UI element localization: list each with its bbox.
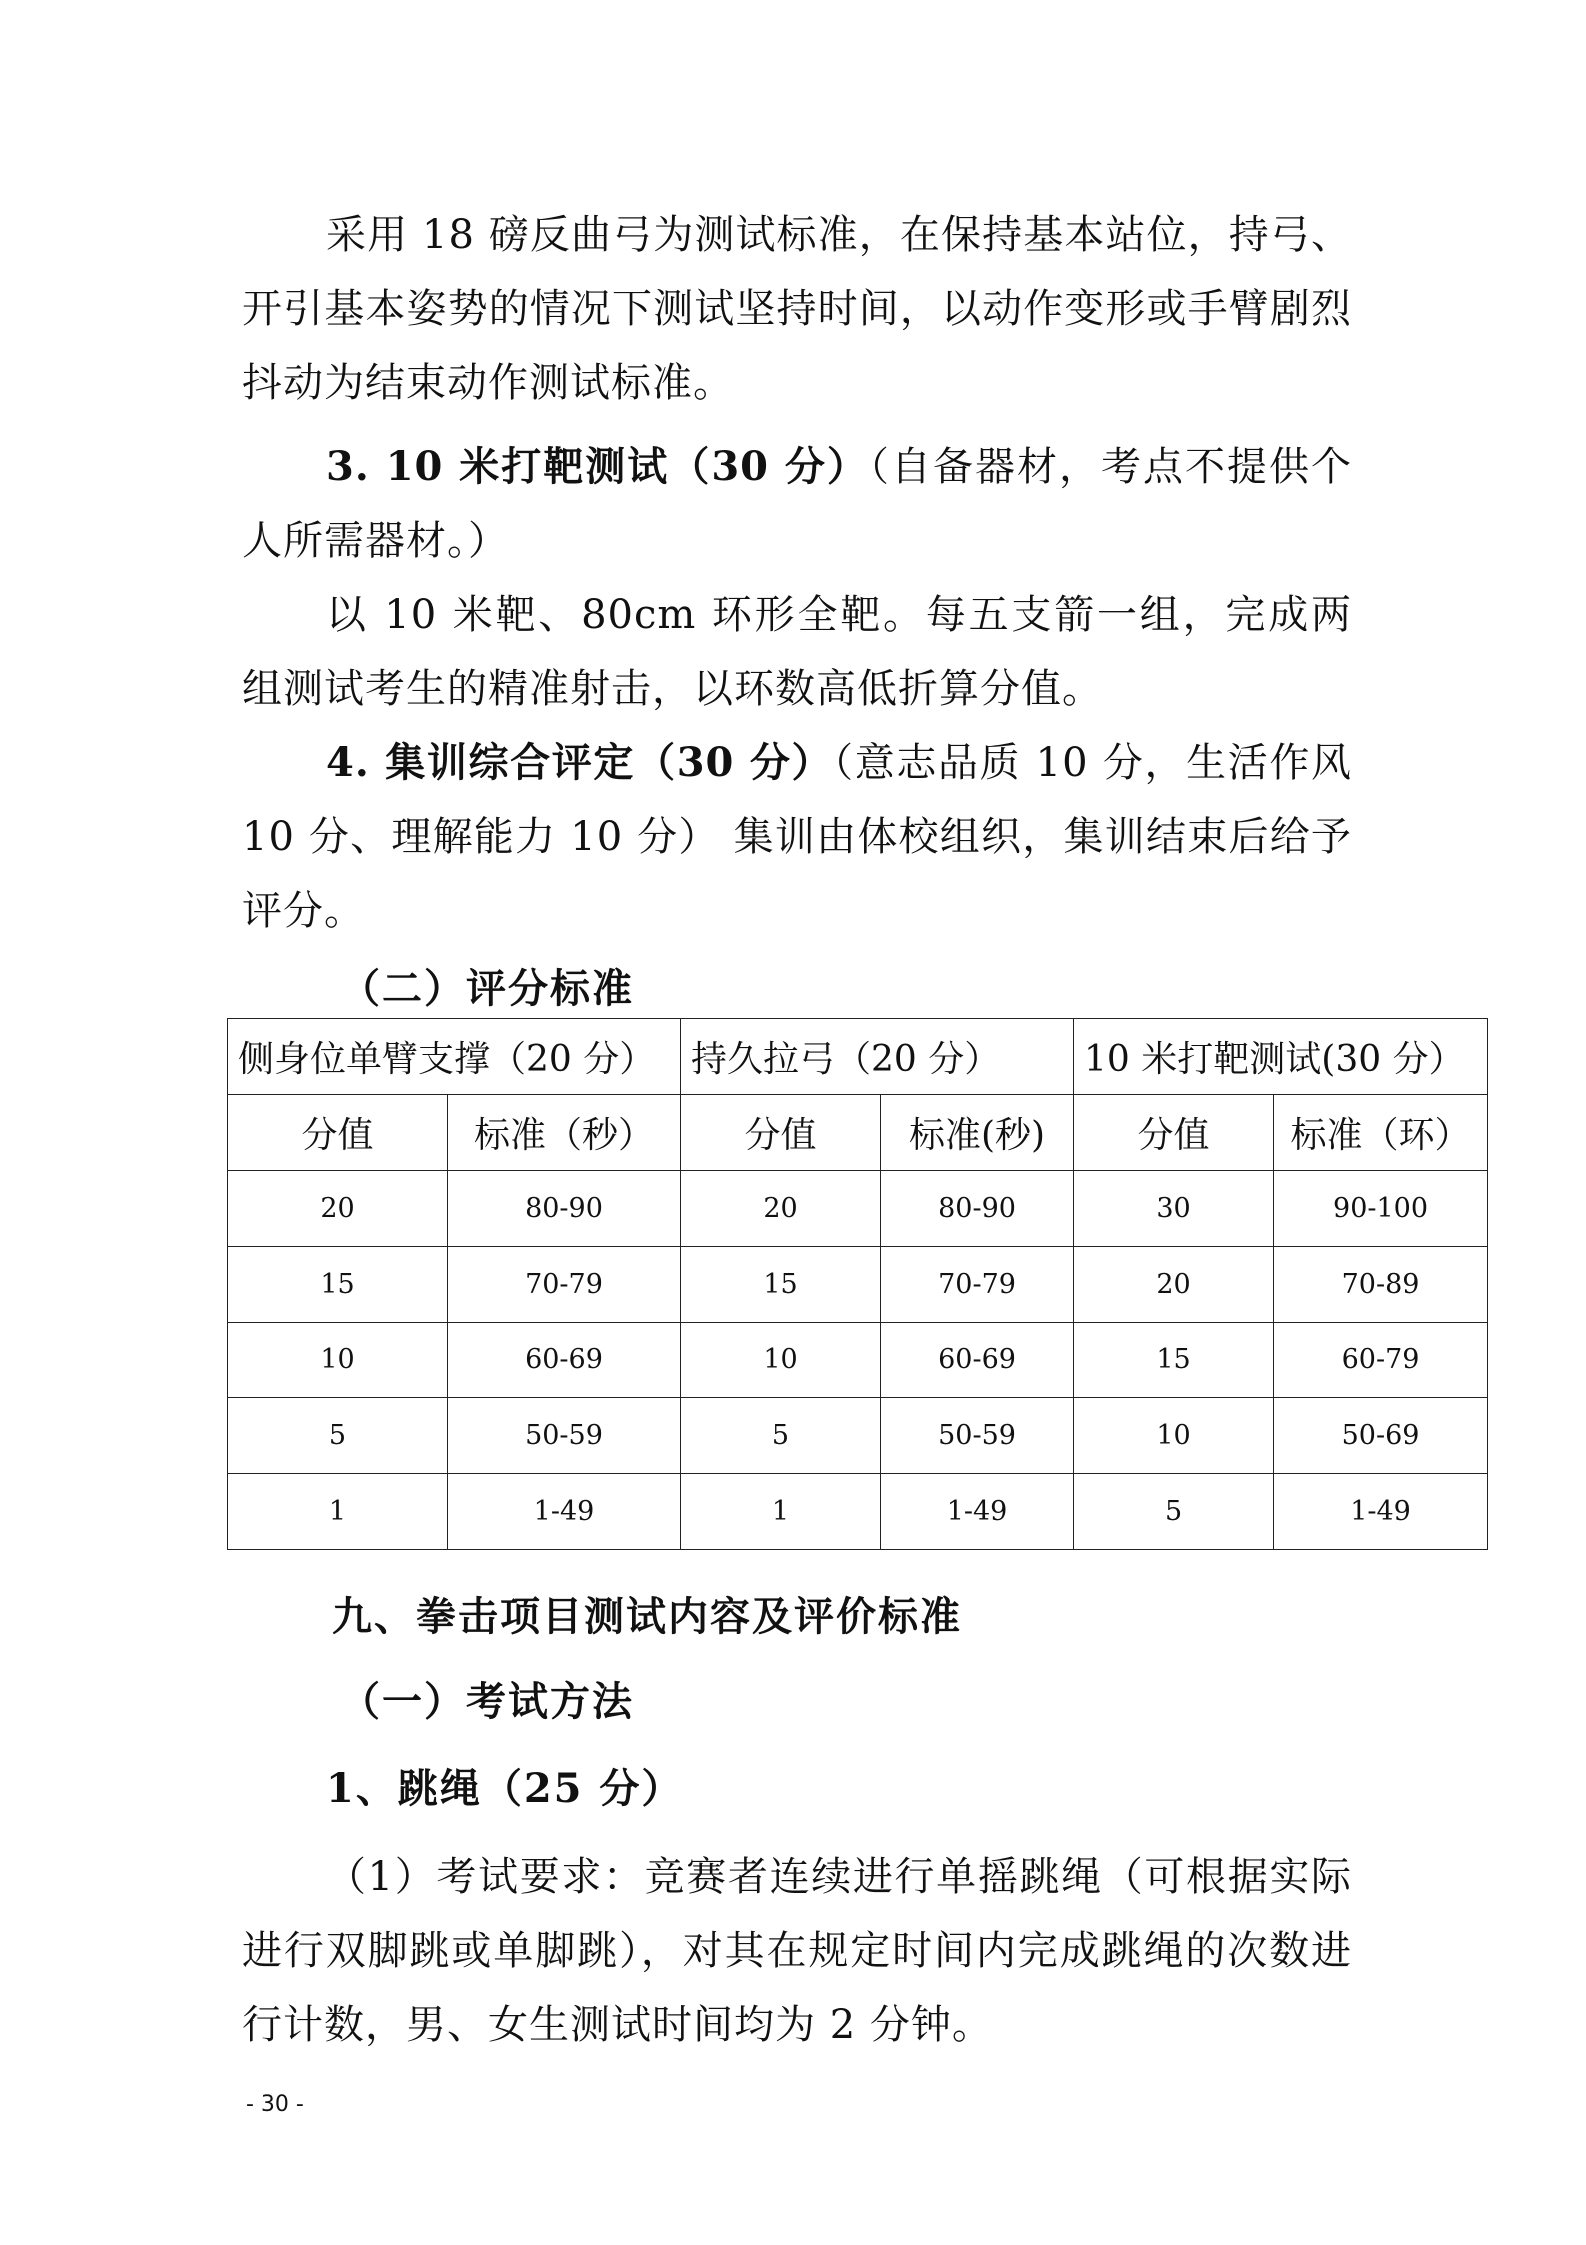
table-cell: 20 xyxy=(228,1171,448,1247)
item-target-test-title: 3. 10 米打靶测试（30 分） xyxy=(326,443,869,490)
table-cell: 50-69 xyxy=(1274,1398,1488,1474)
table-cell: 15 xyxy=(228,1246,448,1322)
table-row xyxy=(228,1322,1488,1398)
section-method-heading: （一）考试方法 xyxy=(340,1678,634,1725)
table-cell: 80-90 xyxy=(881,1171,1074,1247)
page-number: - 30 - xyxy=(246,2092,304,2117)
table-group-header: 持久拉弓（20 分） xyxy=(681,1019,1074,1095)
table-subheader-row xyxy=(228,1095,1488,1171)
table-cell: 50-59 xyxy=(881,1398,1074,1474)
table-cell: 60-79 xyxy=(1274,1322,1488,1398)
table-group-header-row xyxy=(228,1019,1488,1095)
table-cell: 1 xyxy=(681,1474,881,1550)
table-cell: 1 xyxy=(228,1474,448,1550)
table-subheader: 分值 xyxy=(228,1095,448,1171)
table-cell: 50-59 xyxy=(448,1398,681,1474)
table-cell: 1-49 xyxy=(1274,1474,1488,1550)
paragraph-training-eval xyxy=(242,726,1352,948)
table-cell: 70-89 xyxy=(1274,1246,1488,1322)
table-cell: 5 xyxy=(228,1398,448,1474)
table-cell: 60-69 xyxy=(448,1322,681,1398)
table-subheader: 分值 xyxy=(681,1095,881,1171)
table-cell: 10 xyxy=(1074,1398,1274,1474)
section-boxing-heading: 九、拳击项目测试内容及评价标准 xyxy=(332,1593,962,1640)
table-cell: 15 xyxy=(1074,1322,1274,1398)
paragraph-target-test xyxy=(242,430,1352,578)
table-cell: 60-69 xyxy=(881,1322,1074,1398)
table-cell: 20 xyxy=(681,1171,881,1247)
table-group-header: 10 米打靶测试(30 分） xyxy=(1074,1019,1488,1095)
table-cell: 1-49 xyxy=(448,1474,681,1550)
table-cell: 5 xyxy=(681,1398,881,1474)
scoring-table xyxy=(227,1018,1488,1550)
table-group-header: 侧身位单臂支撑（20 分） xyxy=(228,1019,681,1095)
table-cell: 1-49 xyxy=(881,1474,1074,1550)
table-subheader: 分值 xyxy=(1074,1095,1274,1171)
table-row xyxy=(228,1398,1488,1474)
paragraph-target-rules: 以 10 米靶、80cm 环形全靶。每五支箭一组，完成两组测试考生的精准射击，以环数高低折算分值。 xyxy=(242,592,1352,712)
table-cell: 80-90 xyxy=(448,1171,681,1247)
item-jump-rope-heading: 1、跳绳（25 分） xyxy=(326,1765,684,1812)
table-subheader: 标准(秒) xyxy=(881,1095,1074,1171)
table-cell: 30 xyxy=(1074,1171,1274,1247)
table-row xyxy=(228,1474,1488,1550)
section-scoring-heading: （二）评分标准 xyxy=(340,965,634,1012)
table-cell: 5 xyxy=(1074,1474,1274,1550)
paragraph-bow-hold: 采用 18 磅反曲弓为测试标准，在保持基本站位，持弓、开引基本姿势的情况下测试坚持时间，以动作变形或手臂剧烈抖动为结束动作测试标准。 xyxy=(242,212,1352,406)
item-target-test-note: （自备器材，考点不提供个人所需器材。） xyxy=(242,444,1352,564)
item-training-note: （意志品质 10 分，生活作风 10 分、理解能力 10 分） 集训由体校组织，集训结束后给予评分。 xyxy=(242,740,1352,934)
table-cell: 10 xyxy=(228,1322,448,1398)
item-training-title: 4. 集训综合评定（30 分） xyxy=(326,739,834,786)
table-cell: 90-100 xyxy=(1274,1171,1488,1247)
table-cell: 70-79 xyxy=(881,1246,1074,1322)
paragraph-jump-rope-requirement: （1）考试要求：竞赛者连续进行单摇跳绳（可根据实际进行双脚跳或单脚跳），对其在规定时间内完成跳绳的次数进行计数，男、女生测试时间均为 2 分钟。 xyxy=(242,1854,1352,2048)
table-row xyxy=(228,1171,1488,1247)
table-cell: 15 xyxy=(681,1246,881,1322)
table-cell: 10 xyxy=(681,1322,881,1398)
table-subheader: 标准（环） xyxy=(1274,1095,1488,1171)
table-subheader: 标准（秒） xyxy=(448,1095,681,1171)
table-cell: 20 xyxy=(1074,1246,1274,1322)
table-cell: 70-79 xyxy=(448,1246,681,1322)
table-row xyxy=(228,1246,1488,1322)
